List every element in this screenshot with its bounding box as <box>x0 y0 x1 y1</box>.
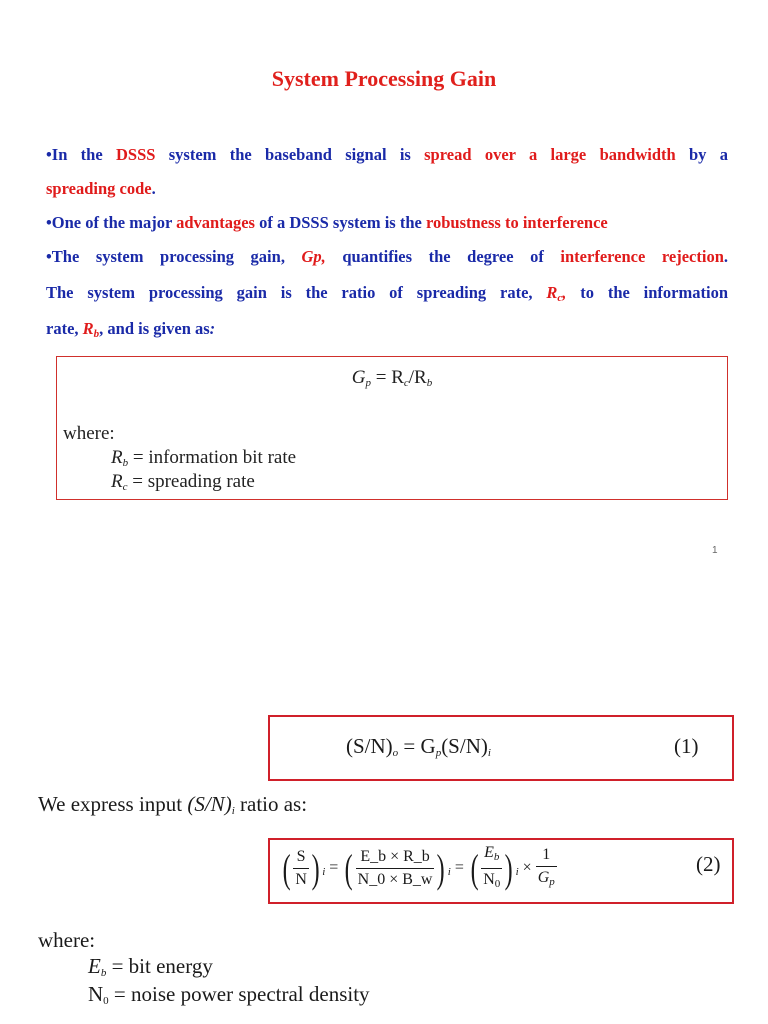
equation-1-number: (1) <box>674 734 699 758</box>
subscript: c <box>122 481 128 493</box>
definition-n0 <box>88 982 370 1007</box>
subscript: i <box>487 747 491 759</box>
text-highlight: spreading code <box>46 179 152 198</box>
paragraph-gain-line1 <box>46 240 728 274</box>
symbol: R <box>111 447 123 468</box>
paragraph-advantages <box>46 206 728 240</box>
symbol: (S/N) <box>441 734 488 758</box>
equation-1 <box>346 734 491 759</box>
text: . <box>723 247 728 266</box>
text: , and is given as <box>99 319 210 338</box>
subscript: 0 <box>103 995 109 1007</box>
denominator: N_0 × B_w <box>357 871 433 888</box>
symbol: × <box>522 859 532 877</box>
text: ratio as: <box>234 792 308 816</box>
symbol: G <box>351 367 366 388</box>
fraction-one-over-gp <box>536 844 557 893</box>
symbol: R <box>546 283 558 302</box>
subscript: b <box>426 377 433 389</box>
text-highlight: DSSS <box>115 145 156 164</box>
text: = bit energy <box>106 954 213 978</box>
symbol: = R <box>371 367 404 388</box>
subscript: b <box>93 328 100 340</box>
symbol: = <box>329 859 339 877</box>
text-highlight: robustness to interference <box>425 213 608 232</box>
fraction-eb-over-n0 <box>481 842 502 895</box>
fraction-energy-over-noise-bw <box>356 846 435 891</box>
symbol: = G <box>398 734 436 758</box>
symbol: G <box>537 869 550 886</box>
subscript: p <box>435 747 442 759</box>
symbol: (S/N) <box>346 734 393 758</box>
text-highlight: spread over a large bandwidth <box>424 145 676 164</box>
text: •The system processing gain, <box>46 247 302 266</box>
formula-box <box>56 356 728 500</box>
where-label-2: where: <box>38 928 96 952</box>
definition-eb <box>88 954 213 979</box>
text: quantifies the degree of <box>325 247 561 266</box>
paragraph-gain-line2 <box>46 276 728 315</box>
subscript: 0 <box>494 878 501 890</box>
text: We express input <box>38 792 188 816</box>
text: system the baseband signal is <box>155 145 425 164</box>
paragraph-dsss-line1 <box>46 138 728 172</box>
slide-title: System Processing Gain <box>271 66 497 91</box>
subscript: i <box>231 805 235 817</box>
text: = spreading rate <box>127 471 255 492</box>
text-highlight: Gp, <box>301 247 326 266</box>
text: : <box>209 319 216 338</box>
fraction-s-over-n <box>293 846 309 891</box>
numerator: S <box>293 846 309 869</box>
symbol: /R <box>408 367 427 388</box>
subscript: p <box>549 876 555 888</box>
numerator: 1 <box>536 844 557 867</box>
page-number: 1 <box>712 545 718 556</box>
subscript: b <box>122 457 129 469</box>
symbol: N <box>88 982 104 1006</box>
paragraph-dsss-line2 <box>46 172 728 206</box>
symbol: E <box>88 954 101 978</box>
text: to the information <box>566 283 728 302</box>
text: The system processing gain is the ratio of spreading rate, <box>46 283 547 302</box>
paragraph-gain-line3 <box>46 312 728 351</box>
symbol: R <box>82 319 94 338</box>
symbol: N <box>483 871 495 888</box>
numerator: E_b × R_b <box>356 846 435 869</box>
symbol: R <box>111 471 123 492</box>
subscript: b <box>493 851 500 863</box>
subscript: p <box>365 377 371 389</box>
equation-2-box <box>268 838 734 904</box>
text: by a <box>675 145 728 164</box>
text: •In the <box>46 145 116 164</box>
symbol: = <box>454 859 464 877</box>
subscript: i <box>515 866 519 879</box>
symbol: E <box>484 844 494 861</box>
equation-2: ( $\frac{S}{N}$ ) $_i$ = ( $\frac{E\_b \times R\_b}{N\_0 \times B\_w}$ ) $_i$ = ( $\frac{E_b}{N_0}$ ) $_i$ × $\frac{1}{G_p}$ <box>280 842 557 895</box>
subscript: o <box>392 747 399 759</box>
text-highlight: advantages <box>176 213 255 232</box>
definition-rb <box>111 447 296 469</box>
equation-2-number: (2) <box>696 852 721 876</box>
where-label: where: <box>63 423 115 444</box>
text-highlight: interference rejection <box>560 247 724 266</box>
subscript: i <box>447 866 451 879</box>
symbol: (S/N) <box>187 792 232 816</box>
definition-rc <box>111 471 255 493</box>
text: rate, <box>46 319 83 338</box>
subscript: c <box>403 377 409 389</box>
subscript: i <box>322 866 326 879</box>
equation-1-box <box>268 715 734 781</box>
text: = information bit rate <box>128 447 297 468</box>
text-highlight <box>546 283 566 302</box>
subscript: b <box>100 967 107 979</box>
text: = noise power spectral density <box>108 982 370 1006</box>
formula-gp <box>57 367 727 389</box>
text: . <box>151 179 156 198</box>
text: of a DSSS system is the <box>254 213 426 232</box>
subscript: c <box>557 292 563 304</box>
text: •One of the major <box>46 213 177 232</box>
denominator: N <box>295 871 307 888</box>
express-input-text <box>38 792 307 817</box>
symbol: , <box>562 283 567 302</box>
text-highlight <box>83 319 100 338</box>
